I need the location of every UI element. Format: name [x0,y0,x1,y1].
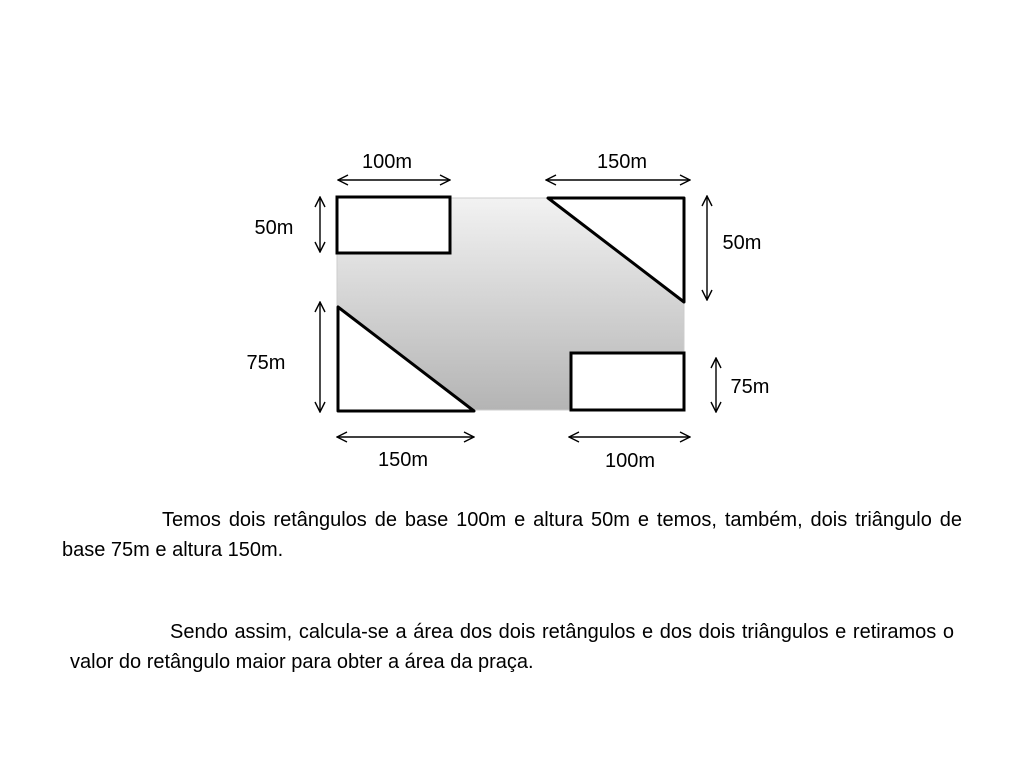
explanation-paragraph-2 [70,617,954,677]
label-right-bottom-height: 75m [730,376,770,398]
label-left-bottom-height: 75m [246,352,286,374]
label-bottom-right-width: 100m [604,450,656,472]
explanation-paragraph-1 [62,505,962,565]
paragraph-2-text: Sendo assim, calcula-se a área dos dois retângulos e dos dois triângulos e retiramos o valor do retângulo maior para obter a área da praça. [70,621,954,673]
label-right-top-height: 50m [722,232,762,254]
label-bottom-left-width: 150m [377,449,429,471]
paragraph-1-text: Temos dois retângulos de base 100m e altura 50m e temos, também, dois triângulo de base 75m e altura 150m. [62,509,962,561]
bottom-right-rectangle [571,353,684,410]
label-top-left-width: 100m [361,151,413,173]
label-left-top-height: 50m [254,217,294,239]
label-top-right-width: 150m [596,151,648,173]
top-left-rectangle [337,197,450,253]
